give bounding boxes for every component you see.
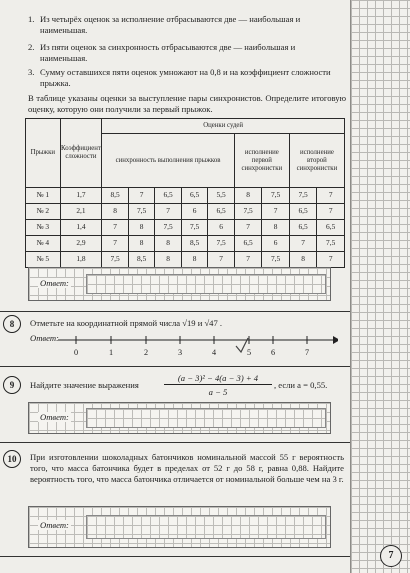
- score-cell: 6,5: [208, 204, 235, 220]
- fraction-denominator: a − 5: [208, 387, 228, 397]
- score-cell: 8: [289, 252, 317, 268]
- score-cell: 7: [317, 188, 345, 204]
- margin-grid: [350, 0, 410, 573]
- jump-label: № 2: [26, 204, 61, 220]
- coordinate-line[interactable]: [58, 330, 338, 370]
- jump-label: № 3: [26, 220, 61, 236]
- fraction-numerator: (a − 3)² − 4(a − 3) + 4: [164, 372, 272, 385]
- score-cell: 7: [234, 252, 262, 268]
- score-cell: 7,5: [181, 220, 208, 236]
- task-number-10: 10: [3, 450, 21, 468]
- jump-label: № 5: [26, 252, 61, 268]
- score-cell: 8: [155, 236, 182, 252]
- header-judges-scores: Оценки судей: [102, 119, 345, 134]
- answer-label: Ответ:: [40, 278, 69, 288]
- table-row: [26, 236, 345, 252]
- score-cell: 8: [234, 188, 262, 204]
- score-cell: 8,5: [128, 252, 155, 268]
- score-cell: 8: [128, 220, 155, 236]
- tick-label: 3: [177, 348, 183, 357]
- answer-input-9[interactable]: [86, 408, 326, 428]
- task-separator: [0, 366, 350, 367]
- score-cell: 6,5: [155, 188, 182, 204]
- task-9-suffix: , если a = 0,55.: [274, 380, 328, 390]
- score-cell: 7,5: [262, 188, 290, 204]
- header-execution-second: исполнение второй синхронистки: [289, 134, 344, 188]
- table-row: [26, 188, 345, 204]
- task-9-prefix: Найдите значение выражения: [30, 380, 139, 390]
- coef-cell: 2,1: [60, 204, 102, 220]
- rule-number: 2.: [28, 42, 35, 52]
- task-8-text: Отметьте на координатной прямой числа √19 и √47 .: [30, 318, 223, 328]
- jump-label: № 4: [26, 236, 61, 252]
- score-cell: 6,5: [289, 220, 317, 236]
- answer-input-10[interactable]: [86, 515, 326, 539]
- answer-label-8: Ответ:: [30, 333, 59, 343]
- score-cell: 6: [181, 204, 208, 220]
- score-cell: 8,5: [181, 236, 208, 252]
- answer-label: Ответ:: [40, 412, 69, 422]
- rule-text: Сумму оставшихся пяти оценок умножают на 0,8 и на коэффициент сложности прыжка.: [40, 67, 331, 88]
- header-synchronicity: синхронность выполнения прыжков: [102, 134, 235, 188]
- tick-label: 0: [73, 348, 79, 357]
- rule-text: Из пяти оценок за синхронность отбрасываются две — наибольшая и наименьшая.: [40, 42, 296, 63]
- jump-label: № 1: [26, 188, 61, 204]
- task-separator: [0, 311, 350, 312]
- score-cell: 5,5: [208, 188, 235, 204]
- score-cell: 6,5: [234, 236, 262, 252]
- score-cell: 7: [317, 204, 345, 220]
- score-cell: 7,5: [234, 204, 262, 220]
- score-cell: 7,5: [102, 252, 129, 268]
- tick-label: 1: [108, 348, 114, 357]
- tick-label: 7: [304, 348, 310, 357]
- score-cell: 8: [181, 252, 208, 268]
- score-cell: 6,5: [317, 220, 345, 236]
- table-intro: В таблице указаны оценки за выступление пары синхронистов. Определите итоговую оценку, которую они получили за первый прыжок.: [28, 93, 346, 114]
- page-number: 7: [380, 545, 402, 567]
- coef-cell: 1,8: [60, 252, 102, 268]
- coef-cell: 1,4: [60, 220, 102, 236]
- task-number-9: 9: [3, 376, 21, 394]
- task-separator: [0, 442, 350, 443]
- score-cell: 7: [289, 236, 317, 252]
- rule-text: Из четырёх оценок за исполнение отбрасываются две — наибольшая и наименьшая.: [40, 14, 301, 35]
- score-cell: 7,5: [208, 236, 235, 252]
- score-cell: 7,5: [289, 188, 317, 204]
- score-cell: 8,5: [102, 188, 129, 204]
- score-cell: 7,5: [317, 236, 345, 252]
- score-cell: 8: [155, 252, 182, 268]
- score-cell: 7: [128, 188, 155, 204]
- score-cell: 8: [128, 236, 155, 252]
- table-row: [26, 204, 345, 220]
- task-10-text: При изготовлении шоколадных батончиков номинальной массой 55 г вероятность того, что масса батончика будет в пределах от 52 г до 58 г, равна 0,88. Найдите вероятность того, что масса батончика отличается от номинальной больше чем на 3 г.: [30, 452, 344, 484]
- task-separator: [0, 556, 350, 557]
- header-coefficient: Коэффициент сложности: [60, 119, 102, 188]
- answer-label: Ответ:: [40, 520, 69, 530]
- score-cell: 7: [208, 252, 235, 268]
- tick-label: 2: [143, 348, 149, 357]
- table-row: [26, 252, 345, 268]
- score-cell: 7,5: [128, 204, 155, 220]
- table-row: [26, 220, 345, 236]
- score-cell: 7: [234, 220, 262, 236]
- header-execution-first: исполнение первой синхронистки: [234, 134, 289, 188]
- tick-label: 5: [246, 348, 252, 357]
- score-cell: 7: [262, 204, 290, 220]
- coef-cell: 1,7: [60, 188, 102, 204]
- score-cell: 7: [155, 204, 182, 220]
- score-cell: 7,5: [262, 252, 290, 268]
- score-cell: 6: [262, 236, 290, 252]
- answer-input-7[interactable]: [86, 274, 326, 294]
- score-cell: 6,5: [181, 188, 208, 204]
- tick-label: 4: [211, 348, 217, 357]
- score-cell: 7,5: [155, 220, 182, 236]
- score-cell: 6,5: [289, 204, 317, 220]
- score-cell: 7: [102, 236, 129, 252]
- coef-cell: 2,9: [60, 236, 102, 252]
- header-jumps: Прыжки: [26, 119, 61, 188]
- task-number-8: 8: [3, 315, 21, 333]
- scores-table: [25, 118, 345, 268]
- score-cell: 8: [102, 204, 129, 220]
- rule-number: 1.: [28, 14, 35, 24]
- score-cell: 7: [102, 220, 129, 236]
- score-cell: 6: [208, 220, 235, 236]
- score-cell: 7: [317, 252, 345, 268]
- score-cell: 8: [262, 220, 290, 236]
- rule-number: 3.: [28, 67, 35, 77]
- tick-label: 6: [270, 348, 276, 357]
